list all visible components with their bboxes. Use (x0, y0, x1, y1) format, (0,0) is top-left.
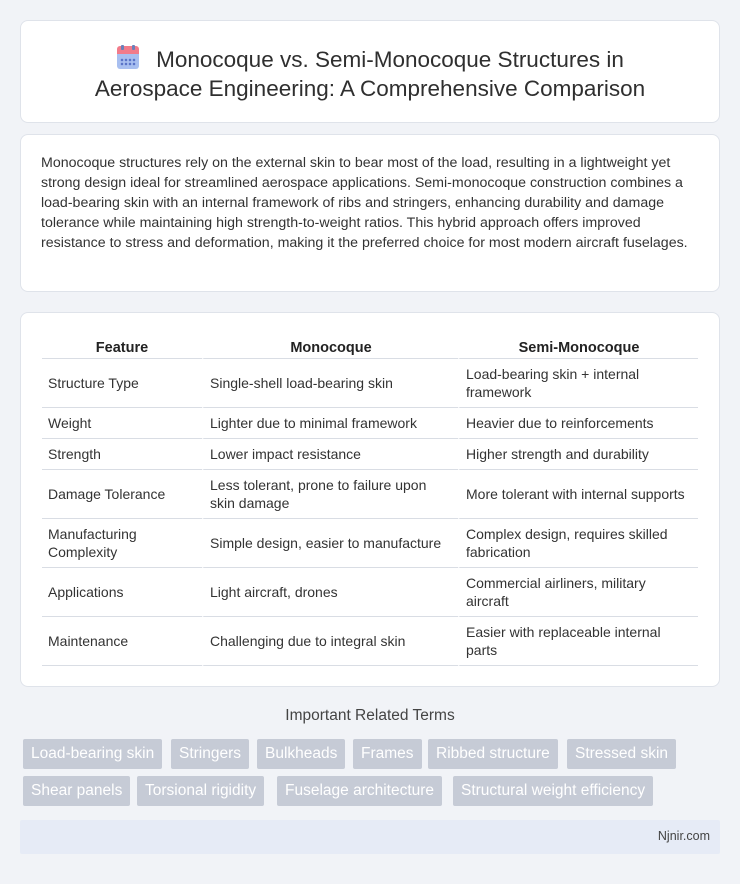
tag-load-bearing-skin[interactable]: Load-bearing skin (23, 739, 162, 769)
tag-shear-panels[interactable]: Shear panels (23, 776, 130, 806)
table-row (42, 359, 698, 408)
feature-cell: Maintenance (42, 617, 202, 666)
semi-monocoque-cell: Easier with replaceable internal parts (458, 617, 698, 666)
table-row (42, 519, 698, 568)
header-monocoque: Monocoque (202, 333, 458, 359)
semi-monocoque-cell: Load-bearing skin + internal framework (458, 359, 698, 408)
tag-stringers[interactable]: Stringers (171, 739, 249, 769)
semi-monocoque-cell: Commercial airliners, military aircraft (458, 568, 698, 617)
table-row (42, 617, 698, 666)
footer-bar (20, 820, 720, 854)
tag-fuselage-architecture[interactable]: Fuselage architecture (277, 776, 442, 806)
feature-cell: Manufacturing Complexity (42, 519, 202, 568)
semi-monocoque-cell: Complex design, requires skilled fabrication (458, 519, 698, 568)
semi-monocoque-cell: More tolerant with internal supports (458, 470, 698, 519)
feature-cell: Applications (42, 568, 202, 617)
title-card (20, 20, 720, 123)
page-title (21, 45, 719, 103)
semi-monocoque-cell: Heavier due to reinforcements (458, 408, 698, 439)
tag-frames[interactable]: Frames (353, 739, 422, 769)
related-terms-heading: Important Related Terms (285, 707, 455, 724)
monocoque-cell: Challenging due to integral skin (202, 617, 458, 666)
header-feature: Feature (42, 333, 202, 359)
semi-monocoque-cell: Higher strength and durability (458, 439, 698, 470)
monocoque-cell: Lower impact resistance (202, 439, 458, 470)
feature-cell: Damage Tolerance (42, 470, 202, 519)
intro-card (20, 134, 720, 292)
table-row (42, 408, 698, 439)
monocoque-cell: Lighter due to minimal framework (202, 408, 458, 439)
title-line-1: Monocoque vs. Semi-Monocoque Structures in (156, 47, 624, 72)
comparison-table-card (20, 312, 720, 687)
table-row (42, 439, 698, 470)
monocoque-cell: Simple design, easier to manufacture (202, 519, 458, 568)
feature-cell: Structure Type (42, 359, 202, 408)
feature-cell: Strength (42, 439, 202, 470)
monocoque-cell: Light aircraft, drones (202, 568, 458, 617)
feature-cell: Weight (42, 408, 202, 439)
table-header-row (42, 333, 698, 359)
tag-ribbed-structure[interactable]: Ribbed structure (428, 739, 558, 769)
monocoque-cell: Single-shell load-bearing skin (202, 359, 458, 408)
tag-bulkheads[interactable]: Bulkheads (257, 739, 345, 769)
tag-stressed-skin[interactable]: Stressed skin (567, 739, 676, 769)
tag-structural-weight-efficiency[interactable]: Structural weight efficiency (453, 776, 653, 806)
table-row (42, 568, 698, 617)
tag-torsional-rigidity[interactable]: Torsional rigidity (137, 776, 264, 806)
monocoque-cell: Less tolerant, prone to failure upon skin damage (202, 470, 458, 519)
table-row (42, 470, 698, 519)
title-line-2: Aerospace Engineering: A Comprehensive Comparison (94, 76, 646, 101)
intro-paragraph: Monocoque structures rely on the external skin to bear most of the load, resulting in a lightweight yet strong design ideal for streamlined aerospace applications. Semi-monocoque construction combines a load-bearing skin with an internal framework of ribs and stringers, enhancing durability and damage tolerance while maintaining high strength-to-weight ratios. This hybrid approach offers improved resistance to stress and deformation, making it the preferred choice for most modern aircraft fuselages. (41, 155, 688, 251)
footer-site-link[interactable]: Njnir.com (657, 829, 710, 843)
comparison-table (42, 333, 698, 666)
header-semi-monocoque: Semi-Monocoque (458, 333, 698, 359)
calendar-icon (116, 45, 140, 71)
